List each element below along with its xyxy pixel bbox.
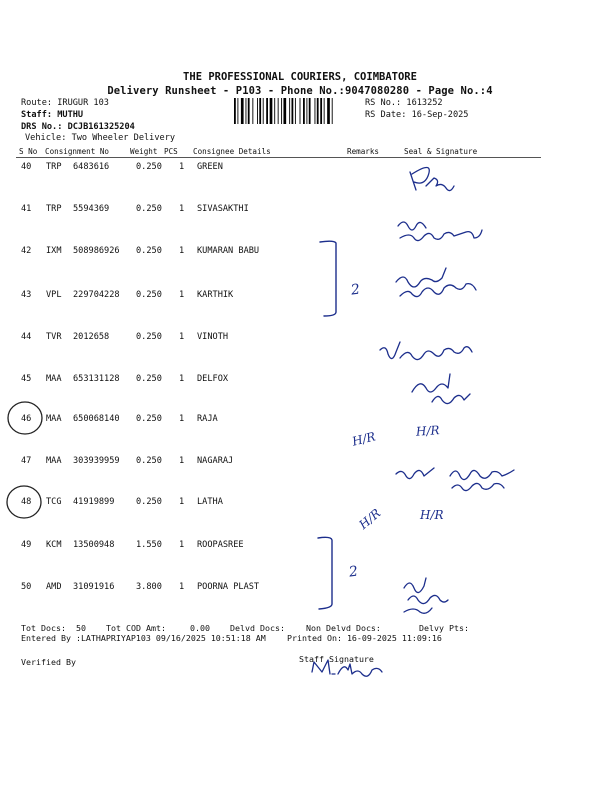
row-consignment: 5594369: [73, 204, 110, 214]
row-prefix: MAA: [46, 414, 62, 424]
company-title: THE PROFESSIONAL COURIERS, COIMBATORE: [183, 71, 417, 83]
barcode-image: [234, 98, 360, 124]
row-weight: 3.800: [136, 582, 162, 592]
row-consignee: ROOPASREE: [197, 540, 244, 550]
row-consignment: 650068140: [73, 414, 120, 424]
row-pcs: 1: [179, 582, 185, 592]
tot-docs-label: Tot Docs:: [21, 623, 66, 633]
verified-by: Verified By: [21, 657, 76, 667]
row-pcs: 1: [179, 497, 185, 507]
row-pcs: 1: [179, 332, 185, 342]
delvd-docs-label: Delvd Docs:: [230, 623, 285, 633]
col-consignment: Consignment No: [45, 147, 110, 156]
col-sno: S No: [19, 147, 38, 156]
row-consignee: SIVASAKTHI: [197, 204, 249, 214]
row-pcs: 1: [179, 204, 185, 214]
row-prefix: MAA: [46, 374, 62, 384]
row-prefix: MAA: [46, 456, 62, 466]
handwritten-hr: H/R: [415, 423, 441, 439]
row-consignment: 303939959: [73, 456, 120, 466]
row-pcs: 1: [179, 374, 185, 384]
row-prefix: IXM: [46, 246, 62, 256]
row-sno: 45: [21, 374, 32, 384]
row-consignment: 508986926: [73, 246, 120, 256]
row-sno: 41: [21, 204, 32, 214]
non-delvd-docs-label: Non Delvd Docs:: [306, 623, 381, 633]
row-pcs: 1: [179, 290, 185, 300]
row-consignee: KUMARAN BABU: [197, 246, 260, 256]
row-prefix: TCG: [46, 497, 62, 507]
row-weight: 0.250: [136, 204, 162, 214]
col-pcs: PCS: [164, 147, 178, 156]
vehicle-label: Vehicle: Two Wheeler Delivery: [25, 133, 176, 143]
row-pcs: 1: [179, 162, 185, 172]
handwritten-remark-2: 2: [349, 281, 361, 299]
row-weight: 0.250: [136, 414, 162, 424]
tot-cod-label: Tot COD Amt:: [106, 623, 166, 633]
row-sno: 43: [21, 290, 32, 300]
col-consignee: Consignee Details: [193, 147, 271, 156]
row-prefix: VPL: [46, 290, 62, 300]
row-pcs: 1: [179, 246, 185, 256]
row-sno: 40: [21, 162, 32, 172]
handwritten-hr: H/R: [350, 429, 377, 449]
row-consignee: KARTHIK: [197, 290, 234, 300]
row-sno: 49: [21, 540, 32, 550]
row-sno: 44: [21, 332, 32, 342]
row-consignment: 6483616: [73, 162, 110, 172]
row-weight: 0.250: [136, 332, 162, 342]
row-consignment: 31091916: [73, 582, 115, 592]
row-prefix: TRP: [46, 204, 62, 214]
row-sno: 47: [21, 456, 32, 466]
row-prefix: AMD: [46, 582, 62, 592]
entered-by: Entered By :LATHAPRIYAP103 09/16/2025 10:51:18 AM: [21, 633, 266, 643]
printed-on: Printed On: 16-09-2025 11:09:16: [287, 633, 442, 643]
row-sno: 50: [21, 582, 32, 592]
rs-date: RS Date: 16-Sep-2025: [365, 110, 469, 120]
row-prefix: TRP: [46, 162, 62, 172]
row-weight: 0.250: [136, 246, 162, 256]
row-consignee: POORNA PLAST: [197, 582, 260, 592]
handwritten-hr: H/R: [420, 508, 444, 522]
row-sno: 46: [21, 414, 32, 424]
row-consignee: GREEN: [197, 162, 223, 172]
row-consignee: RAJA: [197, 414, 218, 424]
tot-docs-value: 50: [76, 623, 86, 633]
row-pcs: 1: [179, 456, 185, 466]
row-weight: 0.250: [136, 456, 162, 466]
tot-cod-value: 0.00: [190, 623, 210, 633]
row-weight: 0.250: [136, 374, 162, 384]
header-rule: [16, 157, 541, 158]
drs-label: DRS No.: DCJB161325204: [21, 122, 135, 132]
row-consignment: 653131128: [73, 374, 120, 384]
row-weight: 1.550: [136, 540, 162, 550]
row-prefix: KCM: [46, 540, 62, 550]
col-seal-signature: Seal & Signature: [404, 147, 478, 156]
row-weight: 0.250: [136, 162, 162, 172]
col-weight: Weight: [130, 147, 158, 156]
row-consignment: 13500948: [73, 540, 115, 550]
row-weight: 0.250: [136, 497, 162, 507]
route-label: Route: IRUGUR 103: [21, 98, 109, 108]
col-remarks: Remarks: [347, 147, 380, 156]
staff-signature-label: Staff Signature: [299, 654, 374, 664]
row-sno: 42: [21, 246, 32, 256]
row-consignment: 229704228: [73, 290, 120, 300]
runsheet-title: Delivery Runsheet - P103 - Phone No.:9047080280 - Page No.:4: [107, 85, 493, 97]
row-pcs: 1: [179, 414, 185, 424]
row-consignee: LATHA: [197, 497, 223, 507]
row-consignee: VINOTH: [197, 332, 229, 342]
handwritten-hr: H/R: [356, 506, 384, 532]
row-consignment: 2012658: [73, 332, 110, 342]
rs-number: RS No.: 1613252: [365, 98, 443, 108]
row-weight: 0.250: [136, 290, 162, 300]
row-sno: 48: [21, 497, 32, 507]
delvy-pts-label: Delvy Pts:: [419, 623, 469, 633]
row-pcs: 1: [179, 540, 185, 550]
row-prefix: TVR: [46, 332, 62, 342]
staff-label: Staff: MUTHU: [21, 110, 84, 120]
row-consignment: 41919899: [73, 497, 115, 507]
handwritten-remark-2b: 2: [347, 563, 359, 581]
row-consignee: NAGARAJ: [197, 456, 234, 466]
row-consignee: DELFOX: [197, 374, 229, 384]
